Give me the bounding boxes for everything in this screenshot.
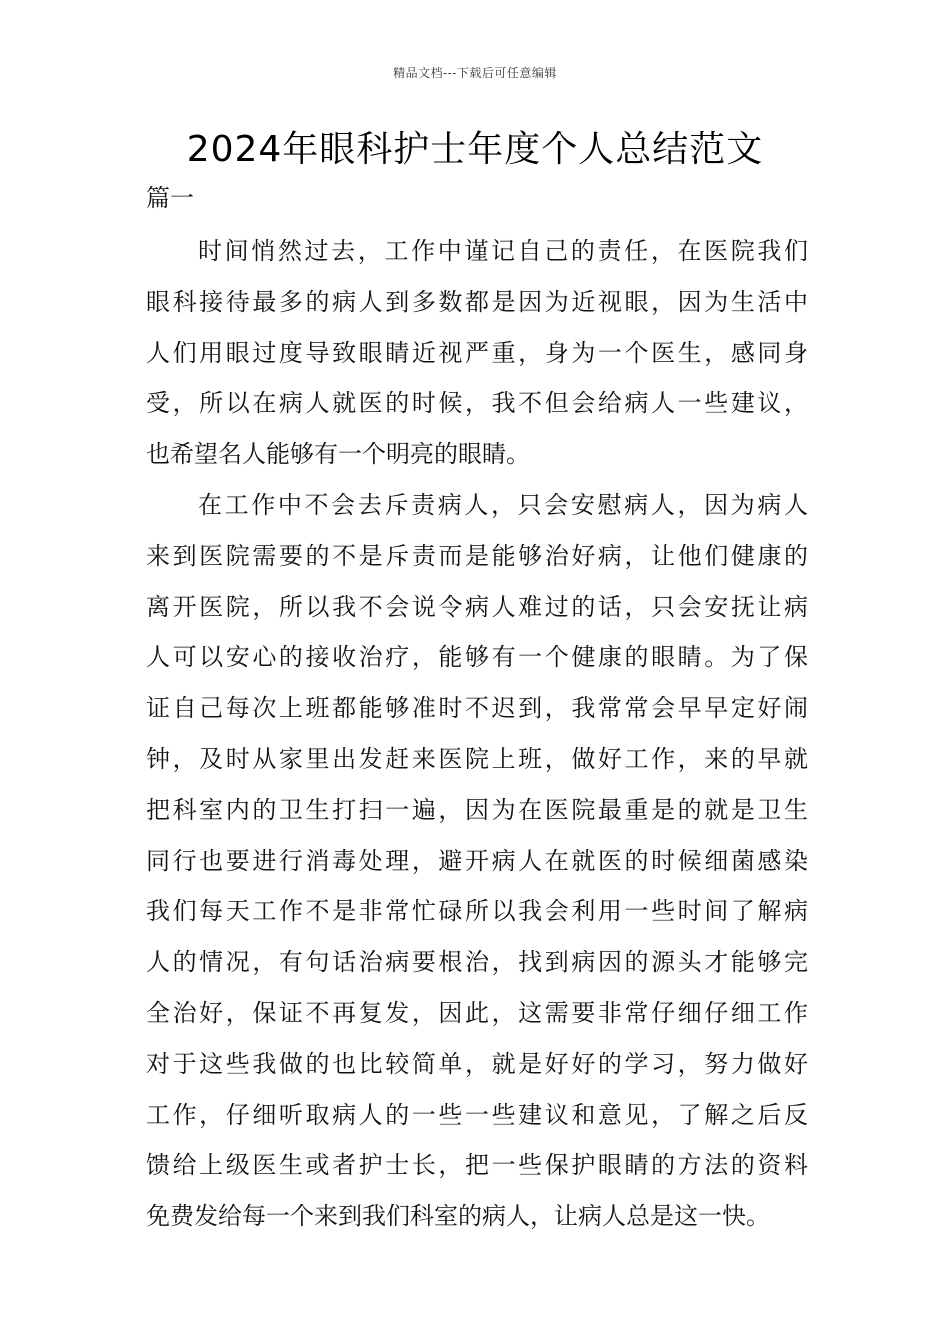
paragraph-1	[146, 226, 808, 480]
document-title: 2024年眼科护士年度个人总结范文	[186, 129, 764, 170]
text-line: 人的情况，有句话治病要根治，找到病因的源头才能够完	[146, 948, 808, 977]
text-line: 钟，及时从家里出发赶来医院上班，做好工作，来的早就	[146, 744, 808, 773]
header-note: 精品文档---下载后可任意编辑	[393, 66, 557, 80]
text-line: 证自己每次上班都能够准时不迟到，我常常会早早定好闹	[146, 694, 808, 723]
text-line: 工作，仔细听取病人的一些一些建议和意见，了解之后反	[146, 1100, 808, 1129]
text-line: 时间悄然过去，工作中谨记自己的责任，在医院我们	[198, 237, 808, 265]
text-line: 对于这些我做的也比较简单，就是好好的学习，努力做好	[146, 1049, 808, 1078]
text-line: 免费发给每一个来到我们科室的病人，让病人总是这一快。	[146, 1202, 770, 1231]
paragraph-2	[146, 480, 808, 1242]
text-line: 把科室内的卫生打扫一遍，因为在医院最重是的就是卫生	[146, 795, 808, 824]
section-label: 篇一	[146, 184, 194, 212]
text-line: 人可以安心的接收治疗，能够有一个健康的眼睛。为了保	[146, 643, 808, 672]
text-line: 来到医院需要的不是斥责而是能够治好病，让他们健康的	[146, 541, 808, 570]
text-line: 在工作中不会去斥责病人，只会安慰病人，因为病人	[198, 490, 808, 519]
text-line: 也希望名人能够有一个明亮的眼睛。	[146, 440, 530, 469]
text-line: 眼科接待最多的病人到多数都是因为近视眼，因为生活中	[146, 287, 808, 316]
text-line: 离开医院，所以我不会说令病人难过的话，只会安抚让病	[146, 592, 808, 621]
text-line: 人们用眼过度导致眼睛近视严重，身为一个医生，感同身	[146, 338, 808, 367]
text-line: 受，所以在病人就医的时候，我不但会给病人一些建议，	[146, 389, 808, 418]
text-line: 馈给上级医生或者护士长，把一些保护眼睛的方法的资料	[146, 1151, 808, 1180]
text-line: 同行也要进行消毒处理，避开病人在就医的时候细菌感染	[146, 846, 808, 875]
body-text	[146, 226, 808, 1242]
text-line: 全治好，保证不再复发，因此，这需要非常仔细仔细工作	[146, 998, 808, 1027]
text-line: 我们每天工作不是非常忙碌所以我会利用一些时间了解病	[146, 897, 808, 926]
